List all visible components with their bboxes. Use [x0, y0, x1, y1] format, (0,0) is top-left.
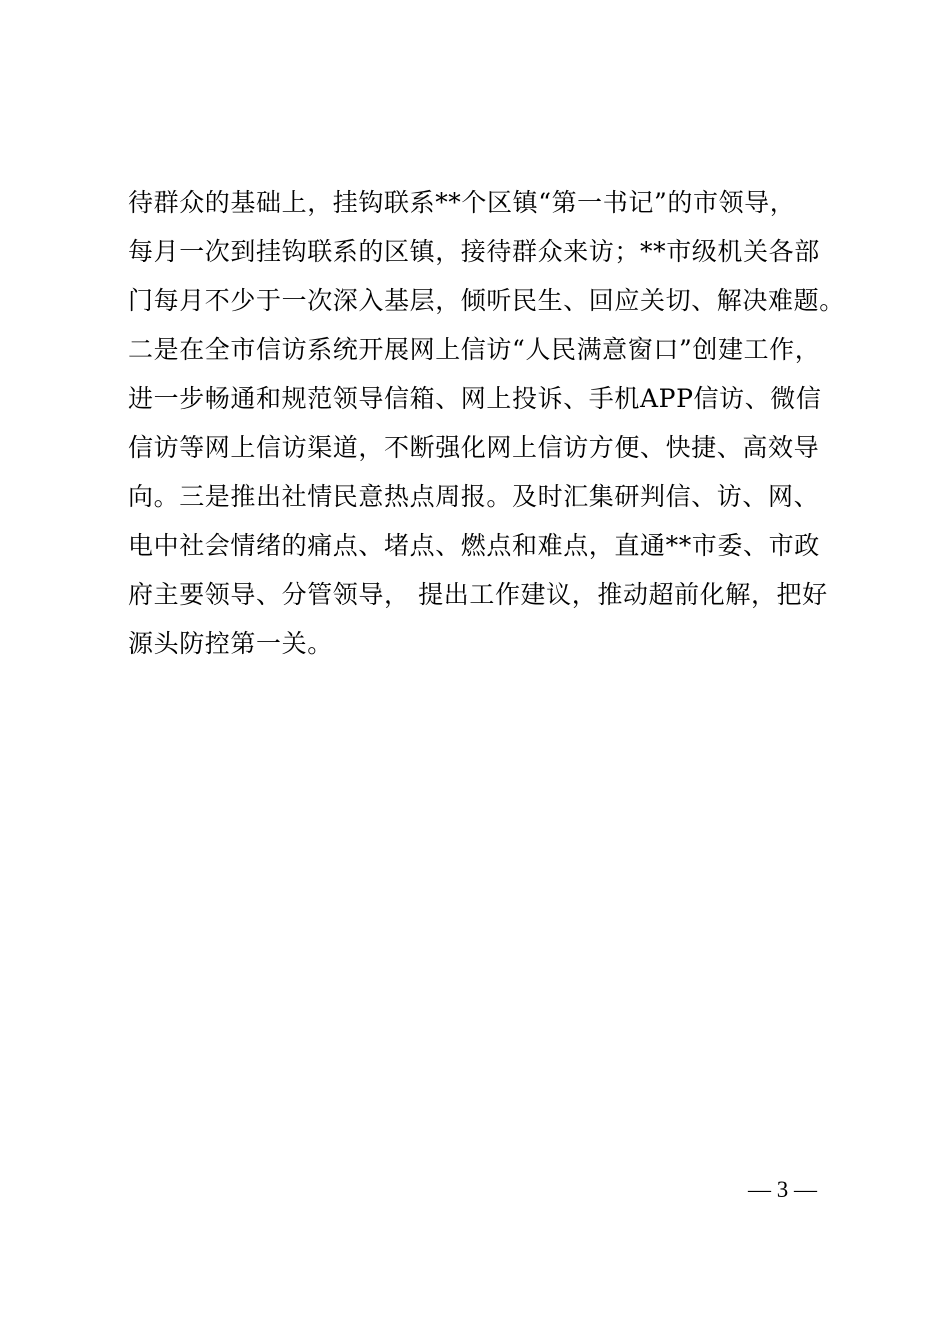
text-line: 向。三是推出社情民意热点周报。及时汇集研判信、访、网、	[128, 482, 820, 511]
page-number: — 3 —	[748, 1177, 817, 1202]
body-paragraph	[128, 178, 848, 668]
text-line: 进一步畅通和规范领导信箱、网上投诉、手机APP信访、微信	[128, 384, 822, 413]
text-line: 源头防控第一关。	[128, 629, 333, 658]
text-line: 府主要领导、分管领导， 提出工作建议，推动超前化解，把好	[128, 580, 828, 609]
text-line: 门每月不少于一次深入基层，倾听民生、回应关切、解决难题。	[128, 286, 845, 315]
text-line: 每月一次到挂钩联系的区镇，接待群众来访；**市级机关各部	[128, 237, 820, 266]
text-line: 信访等网上信访渠道，不断强化网上信访方便、快捷、高效导	[128, 433, 820, 462]
text-line: 待群众的基础上，挂钩联系**个区镇“第一书记”的市领导，	[128, 188, 796, 217]
text-line: 电中社会情绪的痛点、堵点、燃点和难点，直通**市委、市政	[128, 531, 820, 560]
text-line: 二是在全市信访系统开展网上信访“人民满意窗口”创建工作，	[128, 335, 821, 364]
